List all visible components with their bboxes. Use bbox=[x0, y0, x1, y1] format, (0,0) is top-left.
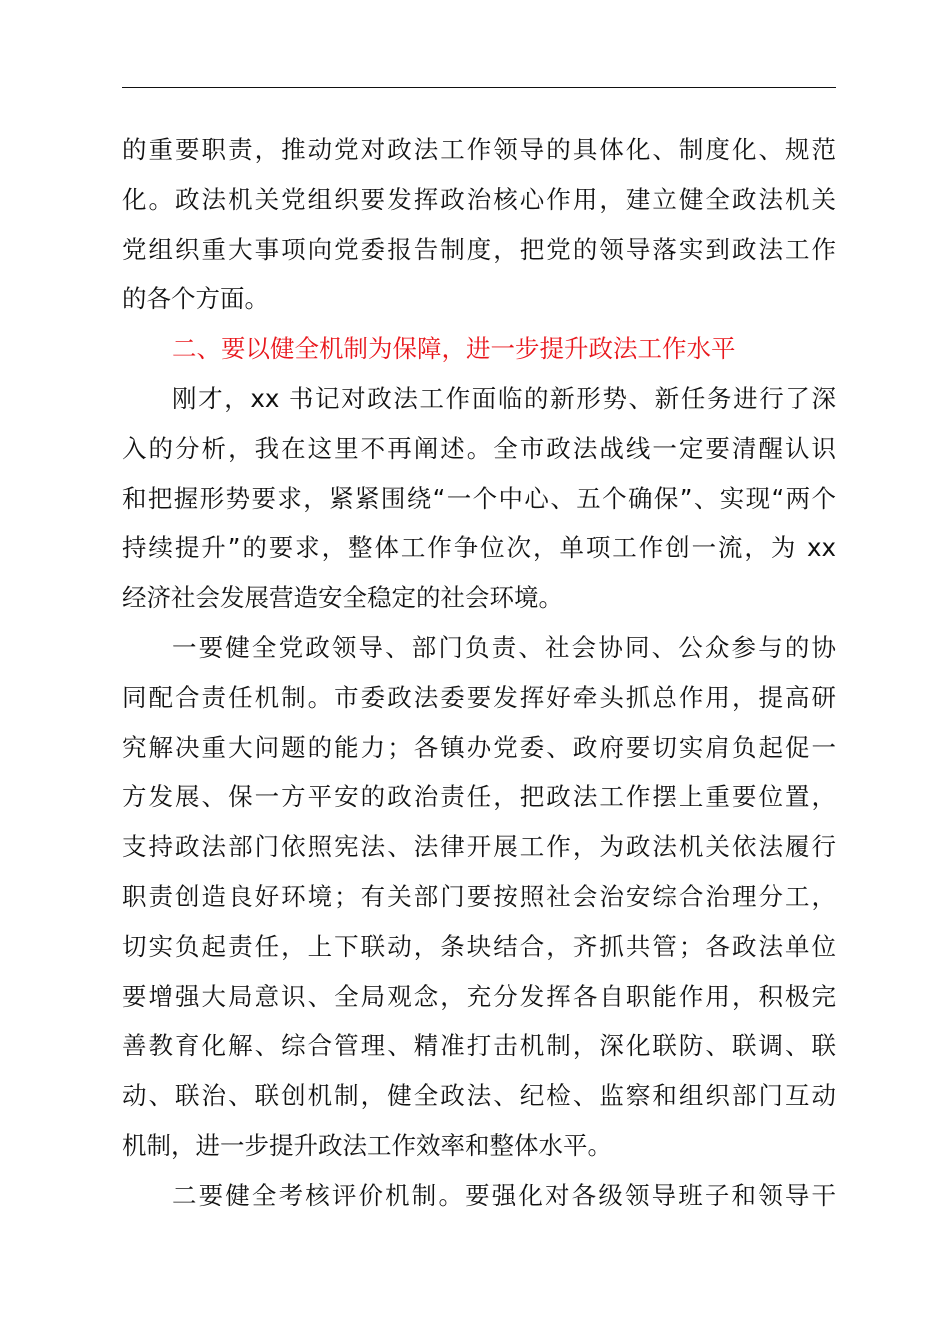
text-line: 切实负起责任，上下联动，条块结合，齐抓共管；各政法单位 bbox=[122, 931, 836, 961]
text-line: 的各个方面。 bbox=[122, 284, 269, 314]
text-line: 究解决重大问题的能力；各镇办党委、政府要切实肩负起促一 bbox=[122, 732, 836, 762]
text-line: 动、联治、联创机制，健全政法、纪检、监察和组织部门互动 bbox=[122, 1081, 836, 1111]
text-line: 同配合责任机制。市委政法委要发挥好牵头抓总作用，提高研 bbox=[122, 682, 836, 712]
text-line: 职责创造良好环境；有关部门要按照社会治安综合治理分工， bbox=[122, 881, 836, 911]
text-line: 入的分析，我在这里不再阐述。全市政法战线一定要清醒认识 bbox=[122, 433, 836, 463]
text-line: 要增强大局意识、全局观念，充分发挥各自职能作用，积极完 bbox=[122, 981, 836, 1011]
text-line: 支持政法部门依照宪法、法律开展工作，为政法机关依法履行 bbox=[122, 832, 836, 862]
text-line: 党组织重大事项向党委报告制度，把党的领导落实到政法工作 bbox=[122, 234, 836, 264]
document-body bbox=[122, 125, 836, 1221]
text-line: 方发展、保一方平安的政治责任，把政法工作摆上重要位置， bbox=[122, 782, 836, 812]
text-line: 善教育化解、综合管理、精准打击机制，深化联防、联调、联 bbox=[122, 1031, 836, 1061]
text-line: 机制，进一步提升政法工作效率和整体水平。 bbox=[122, 1130, 612, 1160]
section-heading: 二、要以健全机制为保障，进一步提升政法工作水平 bbox=[172, 334, 736, 364]
header-rule bbox=[122, 87, 836, 88]
text-line: 刚才，xx 书记对政法工作面临的新形势、新任务进行了深 bbox=[172, 383, 836, 413]
text-line: 的重要职责，推动党对政法工作领导的具体化、制度化、规范 bbox=[122, 135, 836, 164]
text-line: 持续提升”的要求，整体工作争位次，单项工作创一流，为 xx bbox=[122, 533, 836, 563]
text-line: 化。政法机关党组织要发挥政治核心作用，建立健全政法机关 bbox=[122, 184, 836, 214]
text-line: 和把握形势要求，紧紧围绕“一个中心、五个确保”、实现“两个 bbox=[122, 483, 836, 513]
text-line: 经济社会发展营造安全稳定的社会环境。 bbox=[122, 583, 563, 613]
text-line: 一要健全党政领导、部门负责、社会协同、公众参与的协 bbox=[172, 632, 836, 662]
text-line: 二要健全考核评价机制。要强化对各级领导班子和领导干 bbox=[172, 1180, 836, 1210]
